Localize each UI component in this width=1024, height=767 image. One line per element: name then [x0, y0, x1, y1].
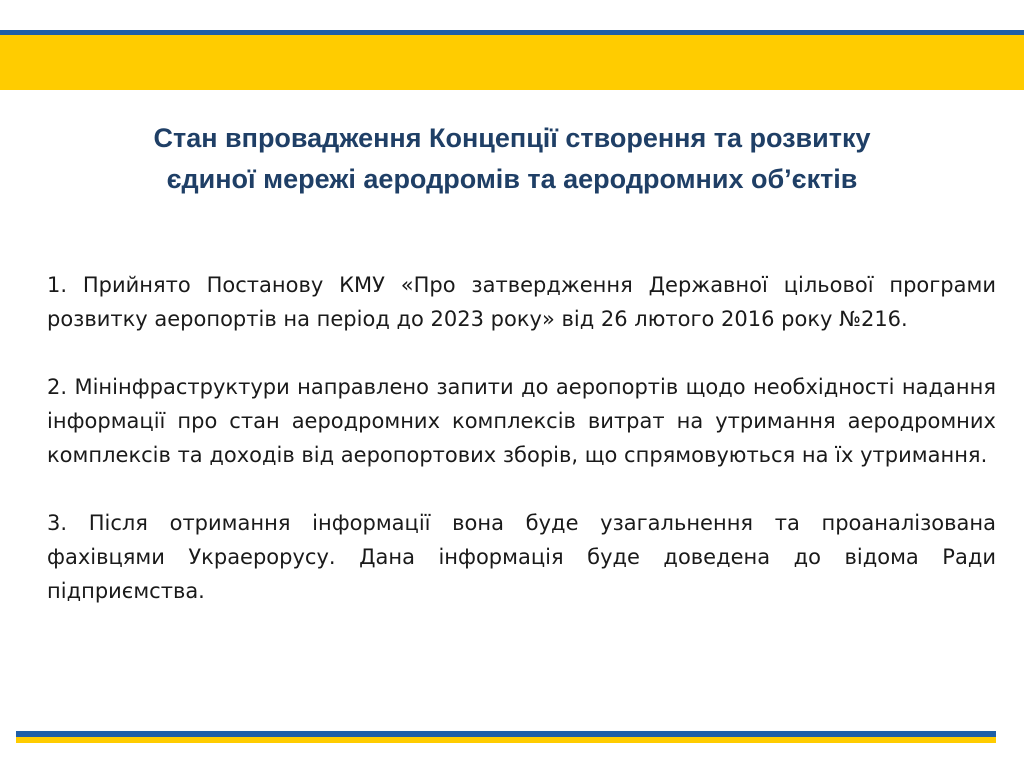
title-line-1: Стан впровадження Концепції створення та розвитку: [153, 123, 871, 153]
slide-body: [47, 268, 996, 642]
paragraph-3: 3. Після отримання інформації вона буде узагальнення та проаналізована фахівцями Украерорусу. Дана інформація буде доведена до відома Ради підприємства.: [47, 511, 996, 603]
top-yellow-band: [0, 35, 1024, 90]
title-line-2: єдиної мережі аеродромів та аеродромних об’єктів: [166, 164, 858, 194]
slide-title: [40, 118, 984, 200]
paragraph-1: 1. Прийнято Постанову КМУ «Про затвердження Державної цільової програми розвитку аеропортів на період до 2023 року» від 26 лютого 2016 року №216.: [47, 273, 996, 331]
bottom-yellow-stripe: [16, 737, 996, 743]
paragraph-2: 2. Мінінфраструктури направлено запити до аеропортів щодо необхідності надання інформації про стан аеродромних комплексів витрат на утримання аеродромних комплексів та доходів від аеропортових зборів, що спрямовуються на їх утримання.: [47, 375, 996, 467]
